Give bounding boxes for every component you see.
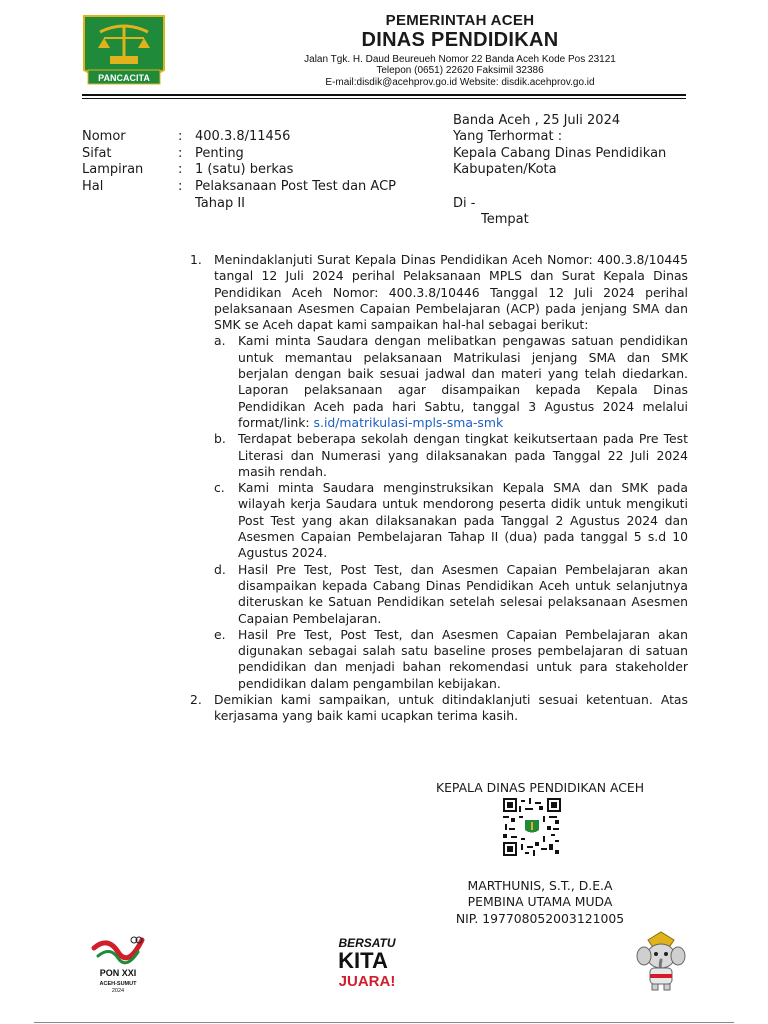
- letterhead-org: PEMERINTAH ACEH: [385, 12, 535, 29]
- signatory-nip: NIP. 197708052003121005: [455, 911, 625, 926]
- addressee-tempat: Tempat: [481, 212, 529, 227]
- addressee-line1: Kepala Cabang Dinas Pendidikan: [453, 146, 667, 161]
- aceh-emblem-logo: [80, 12, 168, 92]
- sub-marker: e.: [214, 626, 226, 642]
- letter-date: Banda Aceh , 25 Juli 2024: [453, 113, 621, 128]
- list-item: [190, 252, 688, 692]
- meta-value-sifat: Penting: [195, 146, 244, 161]
- letter-body: [190, 252, 688, 725]
- letterhead-address: Jalan Tgk. H. Daud Beureueh Nomor 22 Banda Aceh Kode Pos 23121: [304, 54, 616, 65]
- item-number: 2.: [190, 692, 202, 708]
- item-text: Demikian kami sampaikan, untuk ditindaklanjuti sesuai ketentuan. Atas kerjasama yang baik kami ucapkan terima kasih.: [214, 692, 688, 724]
- signature-title: KEPALA DINAS PENDIDIKAN ACEH: [435, 780, 645, 795]
- qr-code-icon: [503, 798, 561, 856]
- addressee-greeting: Yang Terhormat :: [453, 129, 563, 144]
- letterhead-phone: Telepon (0651) 22620 Faksimil 32386: [376, 65, 544, 76]
- sub-item: [214, 480, 688, 561]
- meta-value-nomor: 400.3.8/11456: [195, 129, 291, 144]
- addressee-di: Di -: [453, 196, 476, 211]
- meta-colon: :: [178, 146, 183, 161]
- letterhead-contact: E-mail:disdik@acehprov.go.id Website: disdik.acehprov.go.id: [325, 77, 595, 88]
- item-text: Menindaklanjuti Surat Kepala Dinas Pendidikan Aceh Nomor: 400.3.8/10445 tangal 12 Juli 2024 perihal Pelaksanaan MPLS dan Surat Kepala Dinas Pendidikan Aceh Nomor: 400.3.8/10446 Tanggal 12 Juli 2024 perihal pelaksanaan Asesmen Capaian Pembelajaran (ACP) pada jenjang SMA dan SMK se Aceh dapat kami sampaikan hal-hal sebagai berikut:: [214, 252, 688, 333]
- meta-value-lampiran: 1 (satu) berkas: [195, 162, 294, 177]
- signatory-rank: PEMBINA UTAMA MUDA: [467, 894, 613, 909]
- elephant-mascot-icon: [634, 930, 688, 992]
- meta-value-hal: Pelaksanaan Post Test dan ACP: [195, 179, 396, 194]
- sub-text: Terdapat beberapa sekolah dengan tingkat keikutsertaan pada Pre Test Literasi dan Numerasi yang dilaksanakan pada Tanggal 22 Juli 2024 masih rendah.: [238, 431, 688, 479]
- sub-text: Kami minta Saudara menginstruksikan Kepala SMA dan SMK pada wilayah kerja Saudara untuk mendorong peserta didik untuk mengikuti Post Test yang akan dilaksanakan pada Tanggal 2 Agustus 2024 dan Asesmen Capaian Pembelajaran Tahap II (dua) pada tanggal 5 s.d 10 Agustus 2024.: [238, 480, 688, 561]
- pon-xxi-logo: [88, 932, 148, 994]
- emblem-banner-text: PANCACITA: [98, 73, 150, 83]
- letterhead-rule-thin: [82, 98, 686, 99]
- sub-item: [214, 627, 688, 692]
- slogan-line3: JUARA!: [338, 973, 396, 990]
- meta-value-hal-cont: Tahap II: [195, 196, 246, 211]
- signatory-name: MARTHUNIS, S.T., D.E.A: [467, 878, 613, 893]
- matrikulasi-link[interactable]: s.id/matrikulasi-mpls-sma-smk: [313, 414, 504, 430]
- meta-colon: :: [178, 129, 183, 144]
- meta-label-sifat: Sifat: [82, 146, 112, 161]
- pon-sub: ACEH-SUMUT: [99, 981, 137, 987]
- sub-text: Hasil Pre Test, Post Test, dan Asesmen Capaian Pembelajaran akan digunakan sebagai salah satu baseline proses pembelajaran di satuan pendidikan dan menjadi bahan rekomendasi untuk para stakeholder pendidikan dalam pengambilan kebijakan.: [238, 626, 688, 691]
- footer-rule: [34, 1022, 734, 1023]
- sub-marker: c.: [214, 480, 225, 496]
- sub-item: [214, 431, 688, 480]
- sub-marker: a.: [214, 333, 226, 349]
- meta-label-hal: Hal: [82, 179, 104, 194]
- sub-item: [214, 333, 688, 431]
- slogan-line2: KITA: [338, 948, 388, 973]
- sub-marker: d.: [214, 561, 226, 577]
- meta-colon: :: [178, 162, 183, 177]
- letterhead-dept: DINAS PENDIDIKAN: [361, 29, 559, 51]
- sub-text: Hasil Pre Test, Post Test, dan Asesmen Capaian Pembelajaran akan disampaikan kepada Cabang Dinas Pendidikan Aceh untuk selanjutnya diteruskan ke Satuan Pendidikan setelah selesai pelaksanaan Asesmen Capaian Pembelajaran.: [238, 561, 688, 626]
- addressee-line2: Kabupaten/Kota: [453, 162, 557, 177]
- sub-item: [214, 562, 688, 627]
- bersatu-kita-juara-logo: [333, 932, 401, 990]
- sub-text: Kami minta Saudara dengan melibatkan pengawas satuan pendidikan untuk memantau pelaksanaan Matrikulasi jenjang SMA dan SMK berjalan dengan baik sesuai jadwal dan materi yang telah diedarkan. Laporan pelaksanaan agar disampaikan kepada Kepala Dinas Pendidikan Aceh pada hari Sabtu, tanggal 3 Agustus 2024 melalui format/link:: [238, 333, 688, 430]
- pon-text: PON XXI: [99, 968, 137, 978]
- sub-marker: b.: [214, 431, 226, 447]
- meta-label-nomor: Nomor: [82, 129, 126, 144]
- list-item: [190, 692, 688, 725]
- item-number: 1.: [190, 252, 202, 267]
- meta-colon: :: [178, 179, 183, 194]
- meta-label-lampiran: Lampiran: [82, 162, 144, 177]
- slogan-line1: BERSATU: [338, 936, 396, 950]
- letterhead-rule-thick: [82, 94, 686, 96]
- pon-year: 2024: [111, 988, 125, 994]
